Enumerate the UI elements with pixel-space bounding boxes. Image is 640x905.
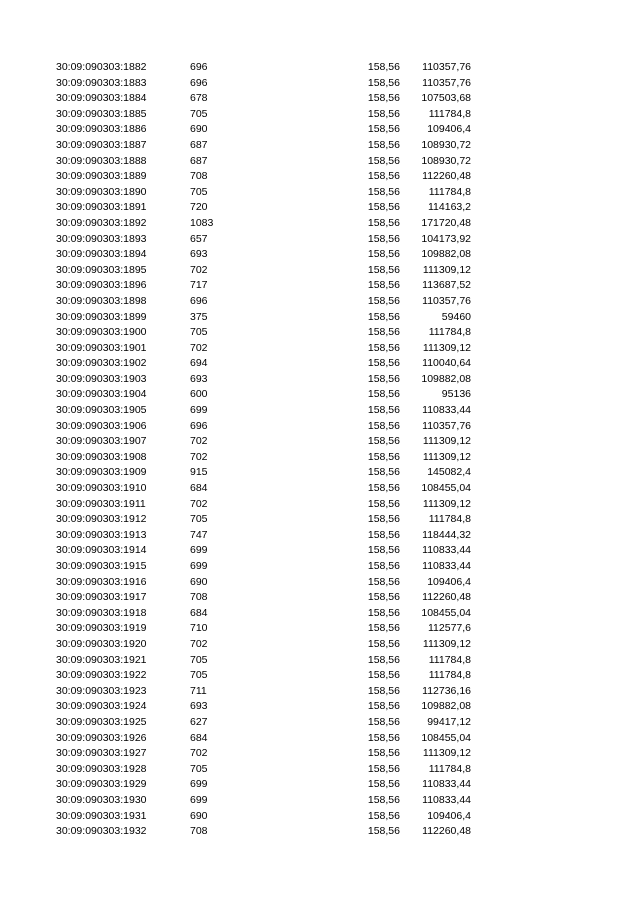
table-row	[0, 809, 640, 825]
table-row	[0, 325, 640, 341]
value-cell: 110357,76	[422, 419, 471, 432]
value-cell: 104173,92	[421, 232, 471, 245]
value-cell: 111784,8	[428, 107, 471, 120]
rate-cell: 158,56	[367, 310, 400, 323]
cadastral-number-cell: 30:09:090303:1884	[56, 92, 147, 105]
rate-cell: 158,56	[367, 138, 400, 151]
area-cell: 699	[190, 560, 208, 572]
table-row	[0, 543, 640, 559]
cadastral-number-cell: 30:09:090303:1926	[56, 731, 147, 744]
area-cell: 375	[190, 310, 208, 323]
cadastral-number-cell: 30:09:090303:1904	[56, 388, 147, 401]
value-cell: 111309,12	[422, 747, 471, 760]
rate-cell: 158,56	[367, 778, 400, 791]
area-cell: 684	[190, 731, 208, 744]
rate-cell: 158,56	[367, 294, 400, 307]
value-cell: 110833,44	[422, 560, 471, 572]
area-cell: 705	[190, 669, 208, 682]
table-row	[0, 60, 640, 76]
value-cell: 99417,12	[427, 715, 471, 728]
area-cell: 693	[190, 700, 208, 713]
rate-cell: 158,56	[367, 513, 400, 526]
cadastral-number-cell: 30:09:090303:1908	[56, 450, 147, 463]
cadastral-number-cell: 30:09:090303:1920	[56, 637, 147, 650]
cadastral-number-cell: 30:09:090303:1917	[56, 591, 147, 604]
table-row	[0, 699, 640, 715]
rate-cell: 158,56	[367, 201, 400, 214]
value-cell: 112260,48	[422, 170, 471, 183]
value-cell: 110833,44	[422, 404, 471, 417]
table-row	[0, 497, 640, 513]
area-cell: 684	[190, 606, 208, 619]
table-row	[0, 107, 640, 123]
rate-cell: 158,56	[367, 76, 400, 89]
cadastral-number-cell: 30:09:090303:1932	[56, 825, 147, 838]
cadastral-number-cell: 30:09:090303:1907	[56, 435, 147, 448]
table-row	[0, 824, 640, 840]
value-cell: 112736,16	[422, 684, 471, 697]
table-row	[0, 341, 640, 357]
cadastral-number-cell: 30:09:090303:1912	[56, 513, 147, 526]
table-row	[0, 575, 640, 591]
cadastral-number-cell: 30:09:090303:1910	[56, 482, 147, 495]
value-cell: 114163,2	[427, 201, 471, 214]
table-row	[0, 590, 640, 606]
area-cell: 657	[190, 232, 208, 245]
table-row	[0, 232, 640, 248]
table-row	[0, 746, 640, 762]
value-cell: 110357,76	[422, 76, 471, 89]
table-row	[0, 434, 640, 450]
cadastral-number-cell: 30:09:090303:1924	[56, 700, 147, 713]
rate-cell: 158,56	[367, 669, 400, 682]
cadastral-number-cell: 30:09:090303:1889	[56, 170, 147, 183]
table-row	[0, 372, 640, 388]
table-row	[0, 122, 640, 138]
area-cell: 705	[190, 653, 208, 666]
cadastral-number-cell: 30:09:090303:1899	[56, 310, 147, 323]
area-cell: 702	[190, 497, 208, 510]
table-row	[0, 731, 640, 747]
table-row	[0, 91, 640, 107]
cadastral-number-cell: 30:09:090303:1894	[56, 248, 147, 261]
table-row	[0, 684, 640, 700]
area-cell: 702	[190, 450, 208, 463]
table-row	[0, 793, 640, 809]
area-cell: 915	[190, 466, 208, 479]
value-cell: 145082,4	[427, 466, 471, 479]
cadastral-number-cell: 30:09:090303:1930	[56, 793, 147, 806]
rate-cell: 158,56	[367, 185, 400, 198]
table-row	[0, 419, 640, 435]
table-row	[0, 606, 640, 622]
table-row	[0, 528, 640, 544]
rate-cell: 158,56	[367, 248, 400, 261]
cadastral-number-cell: 30:09:090303:1882	[56, 61, 147, 73]
value-cell: 110357,76	[422, 294, 471, 307]
value-cell: 111784,8	[428, 185, 471, 198]
area-cell: 699	[190, 778, 208, 791]
value-cell: 112260,48	[422, 825, 471, 838]
rate-cell: 158,56	[367, 232, 400, 245]
rate-cell: 158,56	[367, 622, 400, 635]
area-cell: 690	[190, 123, 208, 136]
value-cell: 111784,8	[428, 513, 471, 526]
area-cell: 702	[190, 637, 208, 650]
rate-cell: 158,56	[367, 419, 400, 432]
area-cell: 696	[190, 419, 208, 432]
value-cell: 108930,72	[421, 138, 471, 151]
cadastral-number-cell: 30:09:090303:1888	[56, 154, 147, 167]
cadastral-number-cell: 30:09:090303:1901	[56, 341, 147, 354]
rate-cell: 158,56	[367, 388, 400, 401]
table-row	[0, 762, 640, 778]
cadastral-number-cell: 30:09:090303:1921	[56, 653, 147, 666]
table-row	[0, 387, 640, 403]
value-cell: 112577,6	[427, 622, 471, 635]
cadastral-number-cell: 30:09:090303:1891	[56, 201, 147, 214]
area-cell: 696	[190, 294, 208, 307]
rate-cell: 158,56	[367, 606, 400, 619]
cadastral-number-cell: 30:09:090303:1923	[56, 684, 147, 697]
rate-cell: 158,56	[367, 92, 400, 105]
cadastral-number-cell: 30:09:090303:1911	[56, 497, 146, 510]
table-row	[0, 154, 640, 170]
value-cell: 113687,52	[422, 279, 471, 292]
area-cell: 627	[190, 715, 208, 728]
area-cell: 702	[190, 263, 208, 276]
rate-cell: 158,56	[367, 762, 400, 775]
cadastral-number-cell: 30:09:090303:1886	[56, 123, 147, 136]
rate-cell: 158,56	[367, 809, 400, 822]
area-cell: 699	[190, 793, 208, 806]
cadastral-number-cell: 30:09:090303:1905	[56, 404, 147, 417]
table-row	[0, 247, 640, 263]
table-row	[0, 621, 640, 637]
area-cell: 600	[190, 388, 208, 401]
cadastral-number-cell: 30:09:090303:1883	[56, 76, 147, 89]
value-cell: 110833,44	[422, 544, 471, 557]
value-cell: 109406,4	[427, 575, 471, 588]
cadastral-number-cell: 30:09:090303:1896	[56, 279, 147, 292]
area-cell: 747	[190, 528, 208, 541]
cadastral-number-cell: 30:09:090303:1909	[56, 466, 147, 479]
cadastral-number-cell: 30:09:090303:1892	[56, 216, 147, 229]
cadastral-number-cell: 30:09:090303:1919	[56, 622, 147, 635]
area-cell: 717	[190, 279, 208, 292]
rate-cell: 158,56	[367, 793, 400, 806]
area-cell: 708	[190, 170, 208, 183]
rate-cell: 158,56	[367, 216, 400, 229]
table-row	[0, 294, 640, 310]
cadastral-number-cell: 30:09:090303:1922	[56, 669, 147, 682]
rate-cell: 158,56	[367, 528, 400, 541]
rate-cell: 158,56	[367, 497, 400, 510]
area-cell: 699	[190, 404, 208, 417]
area-cell: 702	[190, 747, 208, 760]
rate-cell: 158,56	[367, 450, 400, 463]
cadastral-number-cell: 30:09:090303:1890	[56, 185, 147, 198]
area-cell: 705	[190, 326, 208, 339]
table-row	[0, 465, 640, 481]
rate-cell: 158,56	[367, 700, 400, 713]
area-cell: 710	[190, 622, 208, 635]
value-cell: 109406,4	[427, 123, 471, 136]
cadastral-number-cell: 30:09:090303:1898	[56, 294, 147, 307]
value-cell: 171720,48	[421, 216, 471, 229]
value-cell: 95136	[441, 388, 471, 401]
value-cell: 110357,76	[422, 61, 471, 73]
area-cell: 687	[190, 138, 208, 151]
cadastral-number-cell: 30:09:090303:1916	[56, 575, 147, 588]
cadastral-number-cell: 30:09:090303:1902	[56, 357, 147, 370]
value-cell: 109882,08	[421, 700, 471, 713]
area-cell: 705	[190, 185, 208, 198]
rate-cell: 158,56	[367, 326, 400, 339]
rate-cell: 158,56	[367, 825, 400, 838]
cadastral-number-cell: 30:09:090303:1893	[56, 232, 147, 245]
value-cell: 59460	[441, 310, 471, 323]
cadastral-number-cell: 30:09:090303:1914	[56, 544, 147, 557]
rate-cell: 158,56	[367, 357, 400, 370]
table-row	[0, 637, 640, 653]
rate-cell: 158,56	[367, 575, 400, 588]
area-cell: 690	[190, 809, 208, 822]
table-row	[0, 715, 640, 731]
value-cell: 111309,12	[422, 435, 471, 448]
value-cell: 108930,72	[421, 154, 471, 167]
area-cell: 705	[190, 762, 208, 775]
rate-cell: 158,56	[367, 715, 400, 728]
rate-cell: 158,56	[367, 404, 400, 417]
rate-cell: 158,56	[367, 560, 400, 572]
table-row	[0, 668, 640, 684]
table-row	[0, 653, 640, 669]
area-cell: 720	[190, 201, 208, 214]
rate-cell: 158,56	[367, 684, 400, 697]
area-cell: 687	[190, 154, 208, 167]
area-cell: 690	[190, 575, 208, 588]
rate-cell: 158,56	[367, 747, 400, 760]
rate-cell: 158,56	[367, 170, 400, 183]
rate-cell: 158,56	[367, 154, 400, 167]
area-cell: 708	[190, 591, 208, 604]
table-row	[0, 200, 640, 216]
rate-cell: 158,56	[367, 653, 400, 666]
rate-cell: 158,56	[367, 637, 400, 650]
table-row	[0, 481, 640, 497]
value-cell: 111309,12	[422, 637, 471, 650]
area-cell: 684	[190, 482, 208, 495]
rate-cell: 158,56	[367, 544, 400, 557]
value-cell: 111784,8	[428, 669, 471, 682]
value-cell: 111309,12	[422, 497, 471, 510]
value-cell: 109882,08	[421, 372, 471, 385]
rate-cell: 158,56	[367, 279, 400, 292]
area-cell: 705	[190, 107, 208, 120]
value-cell: 109406,4	[427, 809, 471, 822]
value-cell: 111309,12	[422, 450, 471, 463]
cadastral-number-cell: 30:09:090303:1925	[56, 715, 147, 728]
table-row	[0, 169, 640, 185]
rate-cell: 158,56	[367, 107, 400, 120]
cadastral-number-cell: 30:09:090303:1885	[56, 107, 147, 120]
cadastral-number-cell: 30:09:090303:1913	[56, 528, 147, 541]
table-row	[0, 512, 640, 528]
value-cell: 108455,04	[421, 731, 471, 744]
cadastral-number-cell: 30:09:090303:1887	[56, 138, 147, 151]
table-row	[0, 403, 640, 419]
rate-cell: 158,56	[367, 372, 400, 385]
value-cell: 111784,8	[428, 762, 471, 775]
rate-cell: 158,56	[367, 341, 400, 354]
area-cell: 708	[190, 825, 208, 838]
rate-cell: 158,56	[367, 466, 400, 479]
area-cell: 699	[190, 544, 208, 557]
area-cell: 693	[190, 248, 208, 261]
rate-cell: 158,56	[367, 123, 400, 136]
value-cell: 111309,12	[422, 263, 471, 276]
table-row	[0, 278, 640, 294]
area-cell: 1083	[190, 216, 214, 229]
table-row	[0, 138, 640, 154]
rate-cell: 158,56	[367, 591, 400, 604]
table-row	[0, 450, 640, 466]
table-row	[0, 263, 640, 279]
cadastral-number-cell: 30:09:090303:1931	[56, 809, 147, 822]
value-cell: 108455,04	[421, 482, 471, 495]
value-cell: 107503,68	[421, 92, 471, 105]
value-cell: 108455,04	[421, 606, 471, 619]
table-row	[0, 777, 640, 793]
rate-cell: 158,56	[367, 263, 400, 276]
table-row	[0, 356, 640, 372]
cadastral-number-cell: 30:09:090303:1895	[56, 263, 147, 276]
area-cell: 694	[190, 357, 208, 370]
cadastral-number-cell: 30:09:090303:1928	[56, 762, 147, 775]
value-cell: 111784,8	[428, 326, 471, 339]
value-cell: 109882,08	[421, 248, 471, 261]
table-row	[0, 310, 640, 326]
cadastral-number-cell: 30:09:090303:1927	[56, 747, 147, 760]
area-cell: 693	[190, 372, 208, 385]
rate-cell: 158,56	[367, 435, 400, 448]
rate-cell: 158,56	[367, 731, 400, 744]
value-cell: 110040,64	[422, 357, 471, 370]
cadastral-number-cell: 30:09:090303:1918	[56, 606, 147, 619]
cadastral-number-cell: 30:09:090303:1900	[56, 326, 147, 339]
cadastral-number-cell: 30:09:090303:1906	[56, 419, 147, 432]
cadastral-number-cell: 30:09:090303:1903	[56, 372, 147, 385]
area-cell: 696	[190, 76, 208, 89]
cadastral-number-cell: 30:09:090303:1929	[56, 778, 147, 791]
table-row	[0, 559, 640, 575]
area-cell: 711	[190, 684, 207, 697]
value-cell: 111784,8	[428, 653, 471, 666]
rate-cell: 158,56	[367, 61, 400, 73]
table-row	[0, 185, 640, 201]
value-cell: 111309,12	[422, 341, 471, 354]
area-cell: 696	[190, 61, 208, 73]
value-cell: 110833,44	[422, 778, 471, 791]
value-cell: 110833,44	[422, 793, 471, 806]
spreadsheet-table	[0, 60, 640, 840]
area-cell: 678	[190, 92, 208, 105]
table-row	[0, 76, 640, 92]
area-cell: 705	[190, 513, 208, 526]
rate-cell: 158,56	[367, 482, 400, 495]
value-cell: 118444,32	[422, 528, 471, 541]
area-cell: 702	[190, 341, 208, 354]
cadastral-number-cell: 30:09:090303:1915	[56, 560, 147, 572]
table-row	[0, 216, 640, 232]
area-cell: 702	[190, 435, 208, 448]
value-cell: 112260,48	[422, 591, 471, 604]
